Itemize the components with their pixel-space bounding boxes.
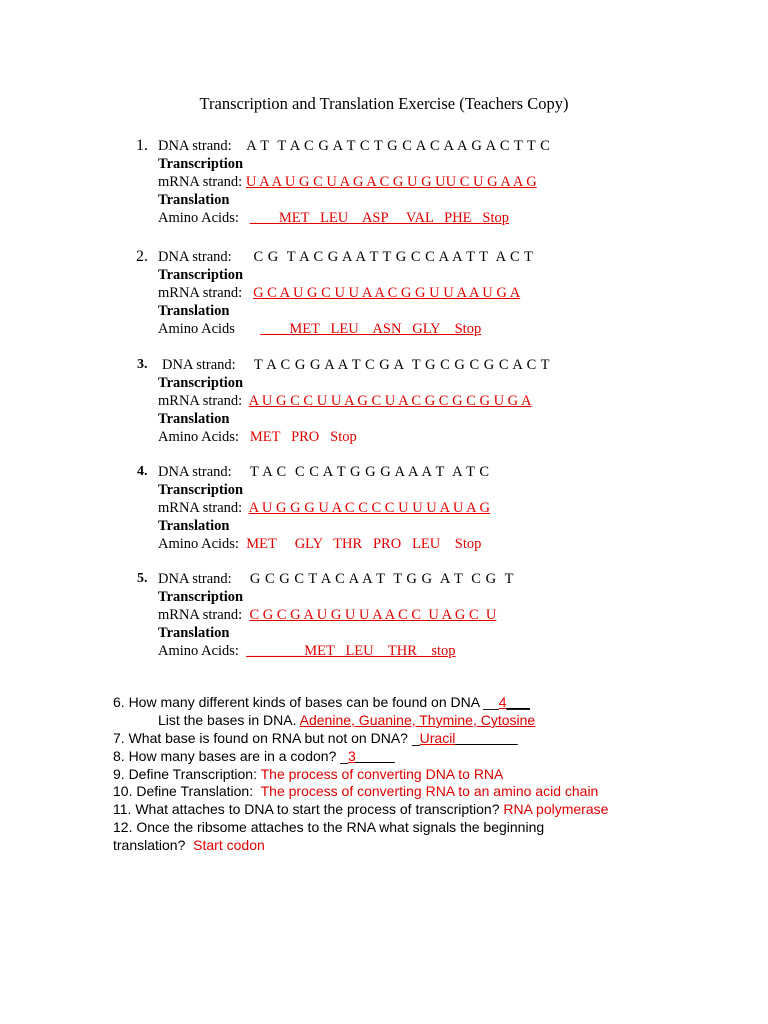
dna-line xyxy=(158,137,550,155)
amino-label: Amino Acids xyxy=(158,321,235,337)
problem-number: 1. xyxy=(136,137,148,154)
question-6b: List the bases in DNA. Adenine, Guanine, Thymine, Cytosine xyxy=(158,711,536,728)
dna-sequence: G C G C T A C A A T T G G A T C G T xyxy=(249,571,514,587)
mrna-answer: U A A U G C U A G A C G U G UU C U G A A G xyxy=(245,174,537,190)
dna-sequence: A T T A C G A T C T G C A C A A G A C T T C xyxy=(246,138,551,154)
page-title: Transcription and Translation Exercise (Teachers Copy) xyxy=(199,94,569,113)
mrna-line xyxy=(158,173,537,191)
transcription-heading: Transcription xyxy=(158,589,244,605)
amino-line xyxy=(158,209,509,227)
mrna-line xyxy=(158,499,490,517)
answer-8: 3 xyxy=(348,747,356,764)
dna-label: DNA strand: xyxy=(158,571,232,587)
answer-6: 4 xyxy=(498,694,507,710)
amino-line xyxy=(158,642,456,660)
mrna-line xyxy=(158,606,496,624)
mrna-label: mRNA strand: xyxy=(158,607,243,623)
translation-heading: Translation xyxy=(158,192,230,208)
amino-label: Amino Acids: xyxy=(158,643,239,659)
mrna-line xyxy=(158,284,520,302)
amino-answer: MET PRO Stop xyxy=(249,429,357,445)
problem-number: 2. xyxy=(136,248,148,265)
answer-7: Uracil xyxy=(419,729,456,746)
amino-line xyxy=(158,320,481,338)
dna-line xyxy=(158,463,490,481)
dna-line xyxy=(162,356,550,374)
mrna-answer: C G C G A U G U U A A C C U A G C U xyxy=(249,607,497,623)
amino-answer: ____MET LEU ASN GLY Stop xyxy=(260,321,482,337)
dna-label: DNA strand: xyxy=(162,357,236,373)
dna-sequence: T A C G G A A T C G A T G C G C G C A C T xyxy=(253,357,551,373)
answer-6b: Adenine, Guanine, Thymine, Cytosine xyxy=(299,711,536,728)
short-answer-questions xyxy=(113,694,608,855)
question-11: 11. What attaches to DNA to start the process of transcription? RNA polymerase xyxy=(113,801,609,818)
question-7: 7. What base is found on RNA but not on DNA? _Uracil________ xyxy=(113,729,518,746)
problem-number: 5. xyxy=(137,571,148,586)
translation-heading: Translation xyxy=(158,411,230,427)
answer-12: Start codon xyxy=(193,837,265,854)
translation-heading: Translation xyxy=(158,518,230,534)
mrna-answer: G C A U G C U U A A C G G U U A A U G A xyxy=(253,285,521,301)
amino-answer: ________MET LEU THR stop xyxy=(246,643,456,659)
amino-answer: ____MET LEU ASP VAL PHE Stop xyxy=(249,210,510,226)
translation-heading: Translation xyxy=(158,303,230,319)
amino-line xyxy=(158,428,357,446)
problem-number: 3. xyxy=(137,357,148,372)
dna-sequence: T A C C C A T G G G A A A T A T C xyxy=(249,464,490,480)
question-12-cont: translation? Start codon xyxy=(113,837,265,854)
transcription-heading: Transcription xyxy=(158,482,244,498)
dna-label: DNA strand: xyxy=(158,249,232,265)
dna-line xyxy=(158,570,514,588)
answer-10: The process of converting RNA to an amino acid chain xyxy=(260,783,599,800)
amino-label: Amino Acids: xyxy=(158,536,239,552)
amino-label: Amino Acids: xyxy=(158,210,239,226)
dna-line xyxy=(158,248,533,266)
translation-heading: Translation xyxy=(158,625,230,641)
dna-sequence: C G T A C G A A T T G C C A A T T A C T xyxy=(253,249,534,265)
amino-answer: MET GLY THR PRO LEU Stop xyxy=(246,536,482,552)
question-10: 10. Define Translation: The process of converting RNA to an amino acid chain xyxy=(113,783,599,800)
transcription-heading: Transcription xyxy=(158,156,244,172)
mrna-label: mRNA strand: xyxy=(158,500,243,516)
mrna-label: mRNA strand: xyxy=(158,285,243,301)
mrna-label: mRNA strand: xyxy=(158,174,243,190)
question-6: 6. How many different kinds of bases can be found on DNA __4___ xyxy=(113,694,530,710)
transcription-heading: Transcription xyxy=(158,375,244,391)
mrna-line xyxy=(158,392,531,410)
transcription-heading: Transcription xyxy=(158,267,244,283)
dna-label: DNA strand: xyxy=(158,138,232,154)
dna-label: DNA strand: xyxy=(158,464,232,480)
amino-label: Amino Acids: xyxy=(158,429,239,445)
mrna-answer: A U G G G U A C C C C U U U A U A G xyxy=(248,500,490,516)
problem-number: 4. xyxy=(137,464,148,479)
amino-line xyxy=(158,535,481,553)
question-12: 12. Once the ribsome attaches to the RNA what signals the beginning xyxy=(113,819,545,836)
mrna-answer: A U G C C U U A G C U A C G C G C G U G A xyxy=(248,393,532,409)
question-9: 9. Define Transcription: The process of converting DNA to RNA xyxy=(113,765,504,782)
answer-11: RNA polymerase xyxy=(503,801,609,818)
question-8: 8. How many bases are in a codon? _3_____ xyxy=(113,747,395,764)
mrna-label: mRNA strand: xyxy=(158,393,243,409)
answer-9: The process of converting DNA to RNA xyxy=(260,765,504,782)
